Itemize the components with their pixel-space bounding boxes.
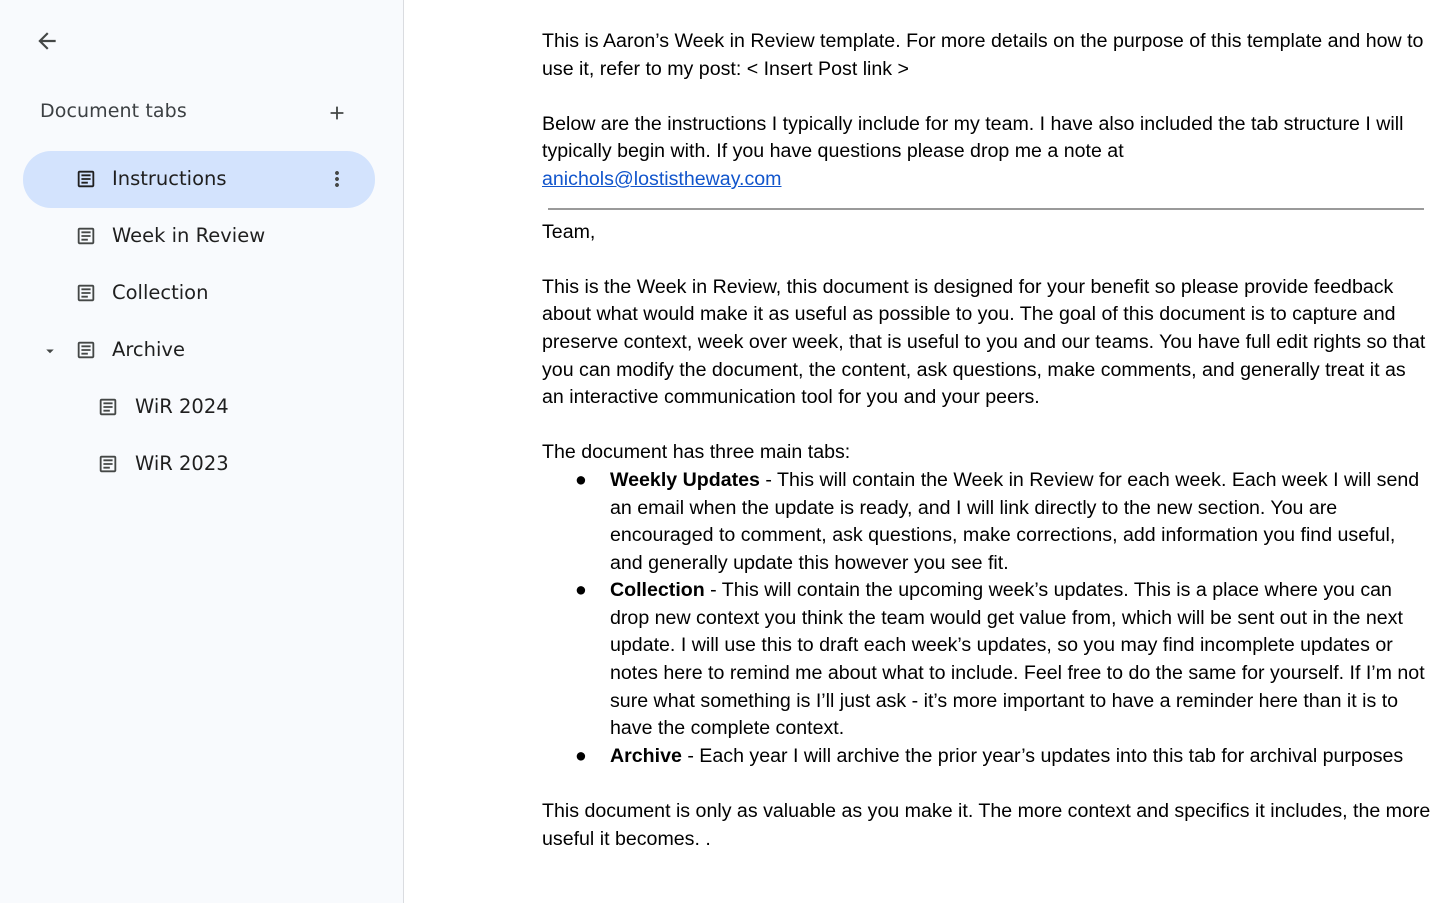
- arrow-back-icon: [34, 28, 60, 54]
- document-body[interactable]: [542, 28, 1432, 853]
- closing-paragraph: This document is only as valuable as you make it. The more context and specifics it includes, the more useful it becomes. .: [542, 800, 1431, 850]
- bullet-title: Collection: [610, 579, 705, 602]
- tab-instructions[interactable]: [23, 151, 375, 208]
- instructions-paragraph: [542, 111, 1432, 194]
- document-icon: [75, 282, 97, 304]
- document-tabs-sidebar: [0, 0, 404, 903]
- horizontal-rule: [548, 208, 1424, 210]
- document-tabs-header: Document tabs: [40, 100, 187, 122]
- instructions-text: Below are the instructions I typically include for my team. I have also included the tab structure I will typically begin with. If you have questions please drop me a note at: [542, 112, 1404, 163]
- bullet: ●: [575, 744, 587, 767]
- document-icon: [97, 396, 119, 418]
- bullet-title: Weekly Updates: [610, 468, 760, 491]
- bullet-text: - This will contain the Week in Review for each week. Each week I will send an email when the update is ready, and I will link directly to the new section. You are encouraged to comment, ask questions, make corrections, add information you find useful, and generally update this however you see fit.: [610, 468, 1420, 574]
- tab-label: Archive: [112, 338, 185, 361]
- tab-label: Week in Review: [112, 224, 266, 247]
- bullet: ●: [575, 468, 587, 491]
- bullet-text: - Each year I will archive the prior year’s updates into this tab for archival purposes: [681, 744, 1404, 767]
- tab-wir-2024[interactable]: [23, 379, 375, 436]
- tab-wir-2023[interactable]: [23, 436, 375, 493]
- document-icon: [75, 339, 97, 361]
- tab-label: WiR 2023: [135, 452, 229, 475]
- tab-archive[interactable]: [23, 322, 375, 379]
- tab-label: Instructions: [112, 167, 227, 190]
- greeting: Team,: [542, 220, 596, 243]
- add-tab-button[interactable]: [320, 96, 354, 130]
- intro-paragraph: This is Aaron’s Week in Review template. For more details on the purpose of this template and how to use it, refer to my post: < Insert Post link >: [542, 30, 1424, 80]
- body-paragraph: This is the Week in Review, this document is designed for your benefit so please provide feedback about what would make it as useful as possible to you. The goal of this document is to capture and preserve context, week over week, that is useful to you and our teams. You have full edit rights so that you can modify the document, the content, ask questions, make comments, and generally treat it as an interactive communication tool for you and your peers.: [542, 275, 1426, 409]
- tab-options-button[interactable]: [323, 165, 351, 193]
- plus-icon: [326, 102, 348, 124]
- email-link[interactable]: anichols@lostistheway.com: [542, 167, 782, 190]
- bullet: ●: [575, 579, 587, 602]
- tab-label: WiR 2024: [135, 395, 229, 418]
- document-icon: [97, 453, 119, 475]
- caret-down-icon[interactable]: [41, 342, 59, 360]
- back-button[interactable]: [28, 22, 66, 60]
- list-item: [542, 467, 1432, 577]
- list-item: [542, 743, 1432, 771]
- tabs-bullet-list: [542, 467, 1432, 771]
- document-icon: [75, 168, 97, 190]
- more-vert-icon: [325, 167, 349, 191]
- tab-week-in-review[interactable]: [23, 208, 375, 265]
- tabs-intro: The document has three main tabs:: [542, 441, 851, 464]
- tab-label: Collection: [112, 281, 209, 304]
- bullet-text: - This will contain the upcoming week’s updates. This is a place where you can drop new context you think the team would get value from, which will be sent out in the next update. I will use this to draft each week’s updates, so you may find incomplete updates or notes here to remind me about what to include. Feel free to do the same for yourself. If I’m not sure what something is I’ll just ask - it’s more important to have a reminder here than it is to have the complete context.: [610, 579, 1425, 740]
- list-item: [542, 577, 1432, 743]
- document-icon: [75, 225, 97, 247]
- bullet-title: Archive: [610, 744, 682, 767]
- tab-collection[interactable]: [23, 265, 375, 322]
